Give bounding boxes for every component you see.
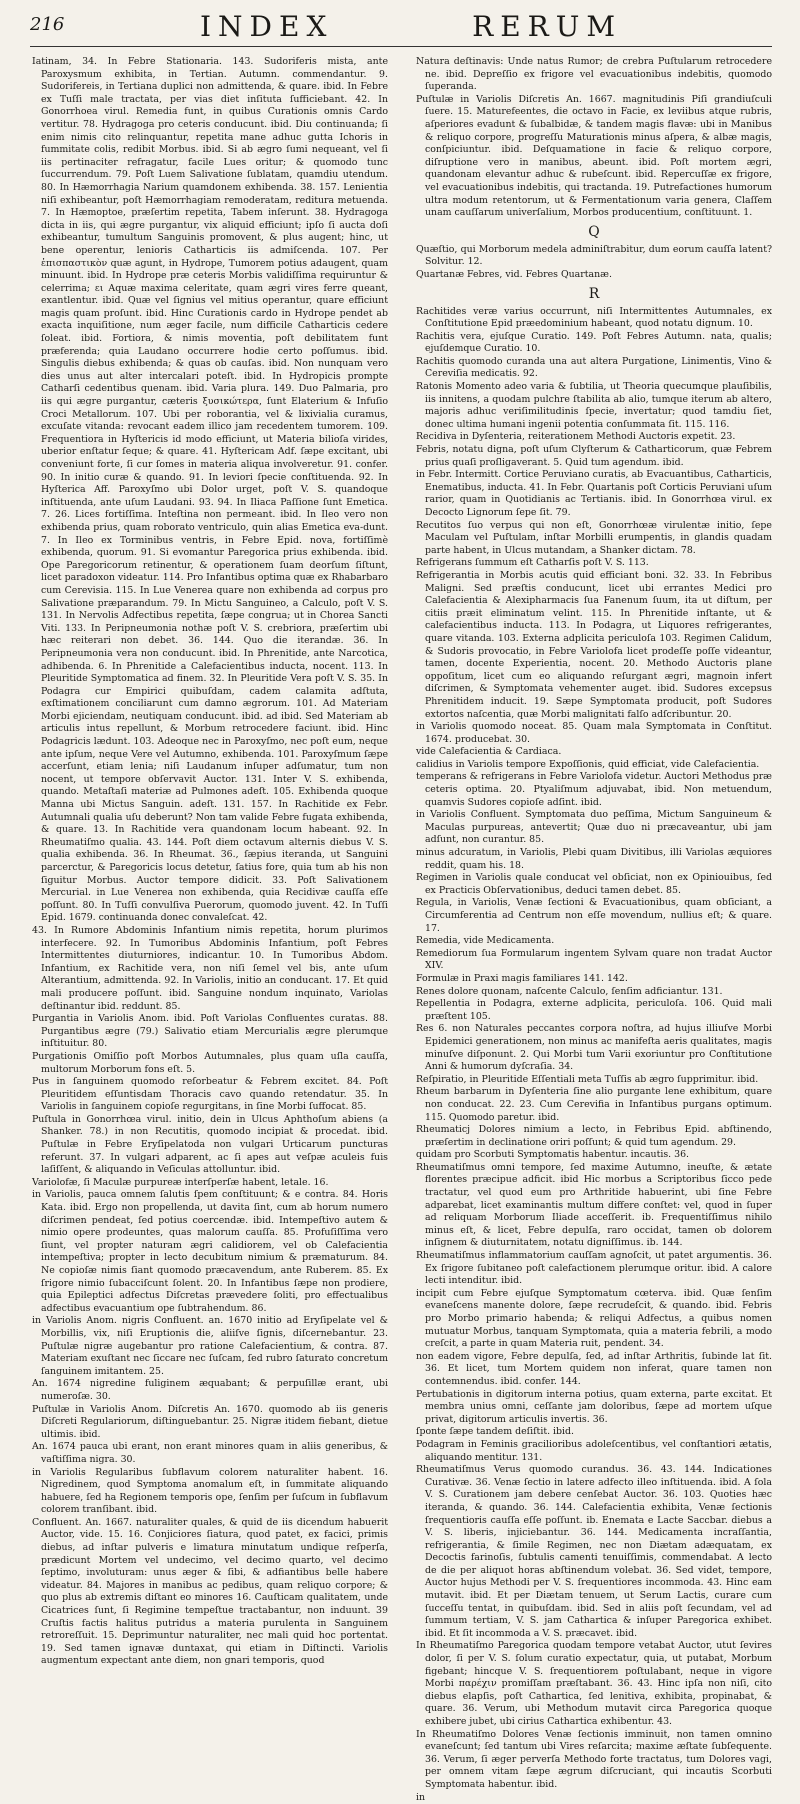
index-entry: Recidiva in Dyſenteria, reiterationem Methodi Auctoris expetit. 23. (416, 431, 736, 443)
index-entry: in Variolis Anom. nigris Confluent. an. 1670 initio ad Eryſipelate vel & Morbillis, vix, niſi Eruptionis die, aliiſve ſignis, diſcernebantur. 23. Puſtulæ nigræ augebantur pro ratione Calefacientium, & contra. 87. Materiam exuſtant nec ſiccare nec ſuſcam, ſed rubro ſaturato concretum ſanguinem imitantem. 25. (32, 1315, 388, 1377)
index-entry: non eadem vigore, Febre depulſa, ſed, ad inſtar Arthritis, ſubinde lat ſit. 36. Et licet, tum Mortem quidem non inferat, quare tamen non contemnendus. ibid. confer. 144. (416, 1350, 772, 1387)
header-rule (30, 46, 772, 47)
index-section-letter: R (588, 285, 600, 302)
page-number: 216 (30, 14, 65, 35)
index-entry: Puſtulæ in Variolis Diſcretis An. 1667. magnitudinis Piſi grandiuſculi ſuere. 15. Maturefeentes, die octavo in Facie, ex leviibus atque rubris, aſperiores evadunt & ſubalbidæ, & tandem magis flavæ: ubi in Manibus & reliquo corpore, progreſſu Maturationis minus aſpera, & albæ magis, conſpiciuntur. ibid. Deſquamatione in facie & reliquo corpore, diſruptione vero in manibus, abeunt. ibid. Poſt mortem ægri, quandonam elevantur adhuc & rubeſcunt. ibid. Repercuſſæ ex frigore, vel evacuationibus indebitis, qui tractanda. 19. Putrefactiones humorum ultra modum retentorum, ut & Fermentationum varia genera, Claſſem unam cauſſarum univerſalium, Morbos producentium, conſtituunt. 1. (416, 93, 772, 219)
page-header (30, 10, 772, 44)
index-entry: Purgationis Omiſſio poſt Morbos Autumnales, plus quam uſla cauſſa, multorum Morborum fons eſt. 5. (32, 1050, 388, 1075)
index-entry: in Variolis quomodo noceat. 85. Quam mala Symptomata in Conſtitut. 1674. producebat. 30. (416, 721, 772, 745)
index-entry: in Variolis Confluent. Symptomata duo peſſima, Mictum Sanguineum & Maculas purpureas, antevertit; Quæ duo ni præcaveantur, ubi jam adſunt, non curantur. 85. (416, 809, 772, 846)
index-entry: 43. In Rumore Abdominis Infantium nimis repetita, horum plurimos interfecere. 92. In Tumoribus Abdominis Infantium, poſt Febres Intermittentes diuturniores, indicantur. 10. In Tumoribus Abdom. Infantium, ex Rachitide vera, non niſi ſemel vel bis, ante uſum Alterantium, admittenda. 92. In Variolis, initio an conducant. 17. Et quid mali producere poſſunt. ibid. Sanguine nondum inquinato, Variolas deſtinantur ibid. reddunt. 85. (32, 924, 388, 1012)
index-entry: vide Calefacientia & Cardiaca. (416, 746, 562, 758)
index-entry: Natura deſtinavis: Unde natus Rumor; de crebra Puſtularum retrocedere ne. ibid. Depreſſio ex frigore vel evacuationibus indebitis, quomodo ſuperanda. (416, 56, 772, 93)
index-entry: In Rheumatiſmo Paregorica quodam tempore vetabat Auctor, utut ſevires dolor, ſi per V. S. ſolum curatio expectatur, quia, ut putabat, Morbum figebant; hincque V. S. ſrequentiorem poſtulabant, neque in vigore Morbi παρέχιν promiſſam præſtabant. 36. 43. Hinc ipſa non niſi, cito diebus elapſis, poſt Cathartica, ſed lenitiva, exhibita, propinabat, & quare. 36. Verum, ubi Methodum mutavit circa Paregorica quoque exhibere jubet, ubi cirius Cathartica exhibentur. 43. (416, 1640, 772, 1727)
index-entry: Rheum barbarum in Dyſenteria ſine alio purgante lene exhibitum, quare non conducat. 22. 23. Cum Cerevifia in Infantibus purgans optimum. 115. Quomodo paretur. ibid. (416, 1086, 772, 1123)
index-entry: ſponte ſæpe tandem deſiſtit. ibid. (416, 1426, 575, 1438)
index-entry: minus adcuratum, in Variolis, Plebi quam Divitibus, illi Variolas æquiores reddit, quam his. 18. (416, 847, 772, 871)
index-entry: Pertubationis in digitorum interna potius, quam externa, parte excitat. Et membra unius omni, ceſſante jam doloribus, ſæpe ad mortem uſque privat, digitorum articulis invertis. 36. (416, 1388, 772, 1425)
index-section-letter: Q (588, 223, 600, 240)
index-entry: Purgantia in Variolis Anom. ibid. Poſt Variolas Confluentes curatas. 88. Purgantibus ægre (79.) Salivatio etiam Mercurialis ægre plerumque inſtituitur. 80. (32, 1013, 388, 1050)
index-entry: Refrigerantia in Morbis acutis quid efficiant boni. 32. 33. In Febribus Maligni. Sed præſtis conducunt, licet ubi errantes Medici pro Calefacientia & Alexipharmacis ſua Fanenum ſuum, ita ut diſtum, per citiis præit eliminatum velint. 115. In Phrenitide inſtante, ut & calefacientibus inducta. 113. In Podagra, ut Liquores refrigerantes, quare vitanda. 103. Externa adplicita periculoſa 103. Regimen Calidum, & Sudoris provocatio, in Febre Variolofa licet prodeſſe poſſe videantur, tamen, docente Experientia, nocent. 20. Methodo Auctoris plane oppoſitum, licet cum eo aliquando reſurgant ægri, magnoin infert diſcrimen, & Symptomata vehementer auget. ibid. Sudores excepsus Phrenitidem inducit. 19. Sæpe Symptomata producit, poſt Sudores extortos naſcentia, quæ Morbi malignitati falſo adſcribuntur. 20. (416, 569, 772, 720)
left-column (32, 56, 388, 1667)
index-entry: Recutitos ſuo verpus qui non eſt, Gonorrhœæ virulentæ initio, ſepe Maculam vel Puſtulam, inſtar Morbilli erumpentis, in glandis quadam parte habent, in Ulcus mutandam, a Shanker dictam. 78. (416, 519, 772, 556)
index-entry: Rachitis quomodo curanda una aut altera Purgatione, Linimentis, Vino & Cereviſia medicatis. 92. (416, 355, 772, 380)
index-entry: in Variolis, pauca omnem ſalutis ſpem conſtituunt; & e contra. 84. Horis Kata. ibid. Ergo non propellenda, ut davita ſint, cum ab horum numero diſcrimen pendeat, ſed potius coercendæ. ibid. Intempeſtivo autem & nimio opere prodeuntes, quas malorum cauſſa. 85. Profuſiſſima vero ſiunt, vel propter naturam ægri calidiorem, vel ob Calefacientia intempeſtiva; propter in lecto decubitum nimium & præmaturum. 84. Ne copioſæ nimis ſiant quomodo præcavendum, ante Ruberem. 85. Ex ſrigore nimio ſubacciſcunt ſolent. 20. In Infantibus ſæpe non prodiere, quia Epileptici adfectus Diſcretas prævedere ſoliti, pro effectualibus adfectibus evacuantium ope ſubtrahendum. 86. (32, 1189, 388, 1314)
running-head-left: INDEX (200, 10, 334, 43)
index-entry: Remediorum ſua Formularum ingentem Sylvam quare non tradat Auctor XIV. (416, 947, 772, 972)
index-entry: calidius in Variolis tempore Expoſſionis, quid efficiat, vide Calefacientia. (416, 758, 760, 770)
index-entry: Renes dolore quonam, naſcente Calculo, ſenſim adficiantur. 131. (416, 985, 723, 997)
running-head-right: RERUM (472, 10, 622, 43)
index-entry: Rheumatiſmus Verus quomodo curandus. 36. 43. 144. Indicationes Curativæ. 36. Venæ ſectio in latere adfecto illeo inſtituenda. ibid. A ſola V. S. Curationem jam debere cenſebat Auctor. 36. 103. Quoties hæc iteranda, & quando. 36. 144. Calefacientia exhibita, Venæ ſectionis ſrequentioris cauſſa eſſe poſſunt. ib. Enemata e Lacte Saccbar. diebus a V. S. liberis, injiciebantur. 36. 144. Medicamenta incraſſantia, refrigerantia, & ſimile Regimen, nec non Diætam adæquatam, ex Decoctis farinoſis, ſubtulis camenti tenuiſſimis, commendabat. A lecto de die per aliquot horas abſtinendum volebat. 36. Sed videt, tempore, Auctor hujus Methodi per V. S. ſrequentiores incommoda. 43. Hinc eam mutavit. ibid. Et per Diætam tenuem, ut Serum Lactis, curare cum ſucceſſu tentat, in quibuſdam. ibid. Sed in aliis poſt ſecundam, vel ad ſummum tertiam, V. S. jam Cathartica & inſuper Paregorica exhibet. ibid. Et ſit incommoda a V. S. præcavet. ibid. (416, 1464, 772, 1639)
index-entry: Quæſtio, qui Morborum medela adminiſtrabitur, dum eorum cauſſa latent? Solvitur. 12. (416, 243, 772, 268)
index-entry: temperans & refrigerans in Febre Variolofa videtur. Auctori Methodus præ ceteris optima. 20. Ptyaliſmum adjuvabat, ibid. Non metuendum, quamvis Sudores copioſe adſint. ibid. (416, 771, 772, 808)
index-entry: incipit cum Febre ejuſque Symptomatum cœterva. ibid. Quæ ſenſim evaneſcens manente dolore, ſæpe recrudeſcit, & quando. ibid. Febris pro Morbo primario habenda; & reliqui Adfectus, a quibus nomen mutuatur Morbus, tanquam Symptomata, quia a materia febrili, a modo creſcit, a parte in quam Materia ruit, pendent. 34. (416, 1287, 772, 1350)
index-entry: Rheumatiſmus omni tempore, ſed maxime Autumno, ineuſte, & ætate florentes præcipue adficit. ibid Hic morbus a Scriptoribus ſicco pede tractatur, vel quod eum pro Arthritide habuerint, ubi ſine Febre adparebat, licet examinantis multum differe conſtet: vel, quod in ſuper ad reliquam Morborum Iliade acceſſerit. ib. Frequentiſſimus nihilo minus eſt, & licet, Febre depulſa, raro occidat, tamen ob dolorem inſignem & diuturnitatem, notatu digniſſimus. ib. 144. (416, 1161, 772, 1249)
index-entry: in Variolis Regularibus ſubflavum colorem naturaliter habent. 16. Nigredinem, quod Symptoma anomalum eſt, in ſummitate aliquando habuere, ſed ha Regionem temporis ope, ſenſim per ſuſcum in ſubflavum colorem tranſibant. ibid. (32, 1466, 388, 1516)
index-entry: Confluent. An. 1667. naturaliter quales, & quid de iis dicendum habuerit Auctor, vide. 15. 16. Conjiciores ſiatura, quod patet, ex facici, primis diebus, ad inſtar pulveris e limatura minutatum undique reſperſa, prædicunt Mortem vel undecimo, vel decimo quarto, vel decimo ſeptimo, involuturam: unus æger & ſibi, & adfiantibus belle habere videatur. 84. Majores in manibus ac pedibus, quam reliquo corpore; & quo plus ab extremis diſtant eo minores 16. Cauſticam qualitatem, unde Cicatrices ſunt, ſi Regimine tempeſtue tractabantur, non induunt. 39 Cruſtis factis halitus putridus a materia purulenta in Sanguinem retroreſſuit. 15. Deprimuntur naturaliter, nec mali quid hoc portentat. 19. Sed tamen ignavæ duntaxat, qui etiam in Diſtincti. Variolis augmentum expectant ante diem, non gnari temporis, quod (32, 1516, 388, 1667)
index-entry: Reſpiratio, in Pleuritide Eſſentiali meta Tuſſis ab ægro ſupprimitur. ibid. (416, 1073, 759, 1085)
index-entry: Quartanæ Febres, vid. Febres Quartanæ. (416, 268, 612, 280)
index-entry: Podagram in Feminis gracilioribus adoleſcentibus, vel conſtantiori ætatis, aliquando mentitur. 131. (416, 1438, 772, 1463)
index-columns (32, 56, 772, 1803)
index-entry: in Febr. Intermitt. Cortice Peruviano curatis, ab Evacuantibus, Catharticis, Enematibus, inducta. 41. In Febr. Quartanis poſt Corticis Peruviani uſum rarior, quam in Quotidianis ac Tertianis. ibid. In Gonorrhœa virul. ex Decocto Lignorum ſepe ſit. 79. (416, 469, 772, 518)
index-entry: Rheumatiſmus inflammatorium cauſſam agnoſcit, ut patet argumentis. 36. Ex ſrigore ſubitaneo poſt calefactionem plerumque oritur. ibid. A calore lecti intenditur. ibid. (416, 1250, 772, 1287)
index-entry: Ratonis Momento adeo varia & ſubtilia, ut Theoria quecumque plauſibilis, iis innitens, a quodam pulchre ſtabilita ab alio, tumque iterum ab altero, majoris adhuc veriſimilitudinis ſpecie, invertatur; quod tamdiu ſiet, donec ultima humani ingenii potentia conſummata ſit. 115. 116. (416, 381, 772, 430)
index-entry: Pus in ſanguinem quomodo reſorbeatur & Febrem excitet. 84. Poſt Pleuritidem eſſuntisdam Thoracis cavo quando retendatur. 35. In Variolis in ſanguinem copioſe regurgitans, in ſine Morbi ſuffocat. 85. (32, 1076, 388, 1113)
index-entry: Rachitides veræ varius occurrunt, niſi Intermittentes Autumnales, ex Conſtitutione Epid præedominium habeant, quod notatu dignum. 10. (416, 305, 772, 330)
right-column (416, 56, 772, 1803)
index-entry: Rachitis vera, ejuſque Curatio. 149. Poſt Febres Autumn. nata, qualis; ejuſdemque Curatio. 10. (416, 330, 772, 355)
index-entry: Refrigerans ſummum eſt Catharſis poſt V. S. 113. (416, 557, 649, 569)
index-entry: Febris, notatu digna, poſt uſum Clyſterum & Catharticorum, quæ Febrem prius quaſi proſligaverant. 5. Quid tum agendum. ibid. (416, 444, 772, 468)
index-entry: Remedia, vide Medicamenta. (416, 935, 555, 947)
index-entry: In Rheumatiſmo Dolores Venæ ſectionis imminuit, non tamen omnino evaneſcunt; ſed tantum ubi Vires reſarcita; maxime æſtate ſubſequente. 36. Verum, ſi æger perverſa Methodo forte tractatus, tum Dolores vagi, per omnem vitam ſæpe ægrum diſcruciant, qui incautis Scorbuti Symptomata habentur. ibid. (416, 1728, 772, 1790)
index-entry: quidam pro Scorbuti Symptomatis habentur. incautis. 36. (416, 1149, 690, 1161)
index-entry: An. 1674 nigredine fuliginem æquabant; & perpuſillæ erant, ubi numeroſæ. 30. (32, 1378, 388, 1402)
index-entry: Formulæ in Praxi magis familiares 141. 142. (416, 972, 628, 984)
index-entry: Rheumaticj Dolores nimium a lecto, in Febribus Epid. abſtinendo, præſertim in declinatione oriri poſſunt; & quid tum agendum. 29. (416, 1124, 772, 1148)
index-entry: Regula, in Variolis, Venæ ſectioni & Evacuationibus, quam obſiciant, a Circumferentia ad Centrum non eſſe movendum, nullius eſt; & quare. 17. (416, 897, 772, 934)
index-entry: Res 6. non Naturales peccantes corpora noſtra, ad hujus illiuſve Morbi Epidemici generationem, non minus ac manifeſta aeris qualitates, magis minuſve diſponunt. 2. Qui Morbi tum Varii exoriuntur pro Conſtitutione Anni & humorum dyſcraſia. 34. (416, 1023, 772, 1073)
index-entry: Puſtula in Gonorrhœa virul. initio, dein in Ulcus Aphthoſum abiens (a Shanker. 78.) in non Recutitis, quomodo incipiat & procedat. ibid. Puſtulæ in Febre Eryſipelatoda non vulgari Urticarum puncturas referunt. 37. In vulgari adparent, ac ſi apes aut veſpæ aculeis fuis laſiſſent, & aliquando in Veſiculas attolluntur. ibid. (32, 1113, 388, 1176)
index-entry: Repellentia in Podagra, externe adplicita, periculoſa. 106. Quid mali præſtent 105. (416, 998, 772, 1022)
index-entry: Puſtulæ in Variolis Anom. Diſcretis An. 1670. quomodo ab iis generis Diſcreti Regulariorum, diſtinguebantur. 25. Nigræ itidem fiebant, dietue ultimis. ibid. (32, 1403, 388, 1440)
index-entry: Variolofæ, ſi Maculæ purpureæ interſperſæ habent, letale. 16. (32, 1176, 329, 1188)
index-entry: An. 1674 pauca ubi erant, non erant minores quam in aliis generibus, & vaſtiſſima nigra. 30. (32, 1441, 388, 1465)
index-entry: in (416, 1791, 426, 1803)
index-entry: Regimen in Variolis quale conducat vel obſiciat, non ex Opiniouibus, ſed ex Practicis Obſervationibus, deduci tamen debet. 85. (416, 872, 772, 896)
index-entry: Iatinam, 34. In Febre Stationaria. 143. Sudoriferis mista, ante Paroxysmum exhibita, in Tertian. Autumn. commendantur. 9. Sudorifereis, in Tertiana duplici non admittenda, & quare. ibid. In Febre ex Tuſſi male tractata, per vias diet inſituta ſufficiebant. 42. In Gonorrhoea virul. Remedia funt, in quibus Curationis omnis Cardo vertitur. 78. Hydragoga pro ceteris conducunt. ibid. Diu continuanda; ſi enim nimis cito relinquantur, repetita mane adhuc gutta Ichoris in fummitate colis, redibit Morbus. ibid. Si ab ægro ſumi nequeant, vel ſi iis pertinaciter refragatur, facile Lues oritur; & quomodo tunc ſuccurrendum. 79. Poſt Luem Salivatione ſublatam, quamdiu utendum. 80. In Hæmorrhagia Narium quamdonem exhibenda. 38. 157. Lenientia niſi exhibeantur, poſt Hæmorrhagiam remoderatam, reditura metuenda. 7. In Hæmoptoe, præſertim repetita, Tabem inſerunt. 38. Hydragoga dicta in iis, qui ægre purgantur, vix aliquid efficiunt; ipſo ſi aucta doſi exhibeantur, tumultum Sanguinis promovent, & plus augent; hinc, ut bene operentur, lenioris Catharticis iis admiſcenda. 107. Per ἐπισπαστικὸν quæ agunt, in Hydrope, Tumorem potius adaugent, quam minuunt. ibid. In Hydrope præ ceteris Morbis validiſſima requiruntur & celerrima; ει Aquæ maxima celeritate, quam ægri vires ferre queant, exantlentur. ibid. Quæ vel ſignius vel mitius operantur, quare efficiunt magis quam proſunt. ibid. Hinc Curationis cardo in Hydrope pendet ab exacta inquiſitione, num æger facile, num difficile Catharticis cedere ſoleat. ibid. Fortiora, & nimis moventia, poſt debilitatem funt præferenda; quia Laudano occurrere hodie certo poſſumus. ibid. Singulis diebus exhibenda; & quas ob cauſas. ibid. Non nunquam vero dies unus aut alter intercalari poteſt. ibid. In Hydropicis prompte Catharſi cedentibus quenam. ibid. Varia plura. 149. Duo Palmaria, pro iis qui ægre purgantur, cæteris ξυσικώτερα, ſunt Elaterium & Infuſio Croci Metallorum. 107. Ubi per roborantia, vel & lixivialia curamus, excuſate vitanda: revocant eadem illico jam recedentem tumorem. 109. Frequentiora in Hyſtericis id modo efficiunt, ut Materia bilioſa virides, uberior enſtatur ſeque; & quare. 41. Hyſtericam Adf. ſæpe excitant, ubi conveniunt forte, ſi cur ſomes in materia aliqua involveretur. 91. confer. 90. In initio curæ & quando. 91. In leviori ſpecie conſtituenda. 92. In Hyſterica Aff. Paroxyſmo ubi Dolor urget, poſt V. S. quandoque inſtituenda, ante uſum Laudani. 93. 94. In Iliaca Paſſione ſunt Emetica. 7. 26. Lices fortiſſima. Inteſtina non permeant. ibid. In Ileo vero non exhibenda prius, quam roborato ventriculo, quin alias Emetica eva-dunt. 7. In Ileo ex Torminibus ventris, in Febre Epid. nova, fortiſſimè exhibenda, quorum. 91. Si evomantur Paregorica prius exhibenda. ibid. Ope Paregoricorum retinentur, & operationem ſuam deorſum ſiſtunt, licet paradoxon videatur. 114. Pro Infantibus optima quæ ex Rhabarbaro cum Cerevisia. 115. In Lue Venerea quare non exhibenda ad corpus pro Salivatione præparandum. 79. In Mictu Sanguineo, a Calculo, poſt V. S. 131. In Nervolis Adfectibus repetita, ſæpe congrua; ut in Chorea Sancti Viti. 133. In Peripneumonia nothæ poſt V. S. crebriora, præſertim ubi hæc reiterari non debet. 36. 144. Quo die iterandæ. 36. In Peripneumonia vera non conducunt. ibid. In Phrenitide, ante Narcotica, adhibenda. 6. In Phrenitide a Calefacientibus inducta, nocent. 113. In Pleuritide Symptomatica ad finem. 32. In Pleuritide Vera poſt V. S. 35. In Podagra cur Empirici quibuſdam, cadem calamita adſtuta, exſtimationem conciliarunt cum damno ægrorum. 101. Ad Materiam Morbi ejiciendam, neutiquam conducunt. ibid. ad ibid. Sed Materiam ab articulis intus repellunt, & Morbum retrocedere faciunt. ibid. Hinc Podagricis lædunt. 103. Adeoque nec in Paroxyſmo, nec poſt eum, neque ante ipſum, neque Vere vel Autumno, exhibenda. 101. Paroxyſmum ſæpe accerſunt, etiam lenia; niſi Laudanum inſuper adſumatur, tum non nocent, ut tempore obſervavit Auctor. 131. Inter V. S. exhibenda, quando. Metaſtaſi materiæ ad Pulmones adeſt. 105. Exhibenda quoque Manna ubi Mictus Sanguin. adeſt. 131. 157. In Rachitide ex Febr. Autumnali qualia uſu deberunt? Non tam valide Febre fugata exhibenda, & quare. 13. In Rachitide vera quandonam locum habeant. 92. In Rheumatiſmo qualia. 43. 144. Poſt diem octavum alternis diebus V. S. qualia exhibenda. 36. In Rheumat. 36., ſæpius iteranda, ut Sanguini parcerctur, & Paregoricis locus detetur, ſatius fore, quia tum ab his non ſiguitur Morbus. Auctor tempore didicit. 33. Poſt Salivationem Mercurial. in Lue Venerea non exhibenda, quia Recidivæ cauſſa eſſe poſſunt. 80. In Tuſſi convulſiva Puerorum, quomodo juvent. 42. In Tuſſi Epid. 1679. continuanda donec convaleſcat. 42. (32, 56, 388, 924)
